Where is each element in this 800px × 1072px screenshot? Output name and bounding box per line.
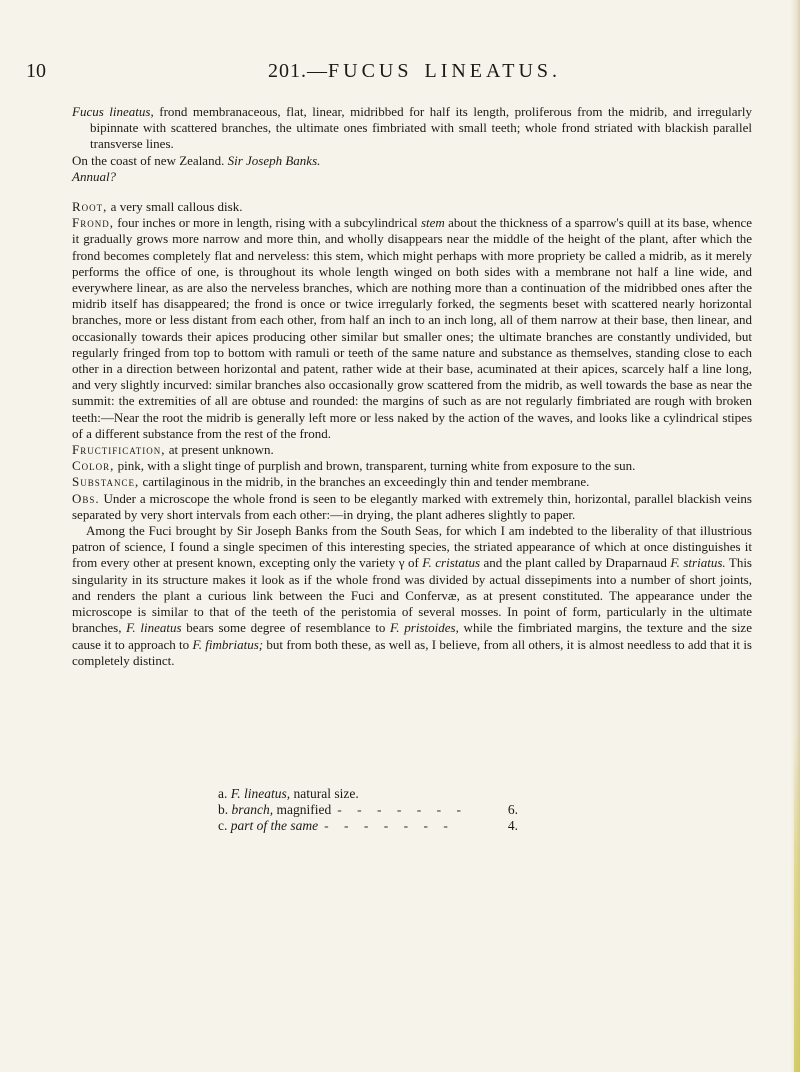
substance-label: Substance, [72, 474, 140, 490]
species-diagnosis [72, 104, 752, 153]
legend-label: branch, [231, 802, 274, 817]
legend-leader-dots: - - - - - - - [337, 802, 467, 817]
locality-text: On the coast of new Zealand. [72, 152, 228, 168]
legend-label: F. lineatus, [230, 786, 291, 801]
note-italic-5: F. fimbriatus; [192, 636, 264, 652]
figure-legend [218, 786, 518, 834]
root-label: Root, [72, 199, 108, 215]
locality [72, 153, 752, 169]
title-dash: — [307, 60, 328, 82]
legend-rest: natural size. [290, 786, 359, 801]
note-italic-1: F. cristatus [422, 555, 481, 571]
note-text-4: bears some degree of resemblance to [181, 620, 391, 636]
fructification-text: at present unknown. [165, 442, 274, 458]
legend-value: 6. [507, 802, 518, 817]
duration: Annual? [72, 168, 117, 184]
frond-label: Frond, [72, 215, 114, 231]
substance-text: cartilaginous in the midrib, in the branches an exceedingly thin and tender membrane. [139, 474, 590, 490]
legend-row [218, 818, 518, 834]
obs-label: Obs. [72, 490, 100, 506]
note-text-6: but from both these, as well as, I believe, from all others, it is almost needless to add that it is completely distinct. [72, 636, 752, 668]
obs-text: Under a microscope the whole frond is seen to be elegantly marked with extremely thin, horizontal, parallel blackish veins separated by very short intervals from each other:—in drying, the plant adheres slightly to paper. [72, 490, 752, 522]
page-number: 10 [26, 60, 46, 82]
legend-key: a. [218, 786, 228, 801]
frond-paragraph [72, 215, 752, 442]
title-species: LINEATUS. [424, 60, 562, 82]
fructification-label: Fructification, [72, 442, 166, 458]
legend-entry [218, 786, 359, 802]
observation-paragraph [72, 491, 752, 523]
frond-stem-term: stem [420, 215, 445, 231]
fructification-paragraph [72, 442, 752, 458]
color-paragraph [72, 458, 752, 474]
note-text-5: while the fimbriated margins, the texture and the size cause it to approach to [72, 620, 752, 652]
root-paragraph [72, 199, 752, 215]
note-text-2: and the plant called by Draparnaud [480, 555, 671, 571]
locality-collector: Sir Joseph Banks. [227, 152, 321, 168]
species-name: Fucus lineatus, [72, 104, 154, 119]
root-text: a very small callous disk. [107, 199, 243, 215]
commentary-paragraph [72, 523, 752, 669]
legend-value: 4. [507, 818, 518, 833]
legend-label: part of the same [230, 818, 319, 833]
legend-rest: magnified [273, 802, 332, 817]
note-text-1: Among the Fuci brought by Sir Joseph Banks from the South Seas, for which I am indebted to the liberality of that illustrious patron of science, I found a single specimen of this interesting species, the striated appearance of which at once distinguishes it from every other at present known, excepting only the variety γ of [72, 523, 752, 571]
color-text: pink, with a slight tinge of purplish and brown, transparent, turning white from exposure to the sun. [114, 458, 636, 474]
note-italic-4: F. pristoides, [390, 620, 459, 636]
note-italic-2: F. striatus. [670, 555, 726, 571]
plate-number: 201. [268, 60, 307, 82]
running-title [268, 60, 561, 83]
diagnosis-text: frond membranaceous, flat, linear, midribbed for half its length, proliferous from the midrib, and irregularly bipinnate with scattered branches, the ultimate ones fimbriated with small teeth; whole frond striated with blackish parallel transverse lines. [90, 104, 752, 152]
title-genus: FUCUS [328, 60, 413, 82]
page-header [26, 60, 786, 90]
description [72, 199, 752, 491]
note-text-3: This singularity in its structure makes it look as if the whole frond was divided by actual dissepiments into a number of short joints, and renders the plant a curious link between the Fuci and Confervæ, as at present constituted. The appearance under the microscope is similar to that of the teeth of the peristomia of several mosses. In point of form, particularly in the ultimate branches, [72, 555, 752, 636]
frond-text-1: four inches or more in length, rising with a subcylindrical [113, 215, 421, 231]
page-body [72, 104, 752, 669]
legend-entry [218, 802, 331, 818]
legend-key: b. [218, 802, 229, 817]
color-label: Color, [72, 458, 115, 474]
page-edge-stain [794, 732, 800, 1072]
legend-row [218, 786, 518, 802]
note-italic-3: F. lineatus [126, 620, 182, 636]
frond-text-2: about the thickness of a sparrow's quill at its base, whence it gradually grows more narrow and more thin, and wholly disappears near the middle of the height of the plant, after which the frond becomes completely flat and nerveless: this stem, which might perhaps with more propriety be called a midrib, as it merely performs the office of one, is throughout its whole length winged on both sides with a membrane not half a line wide, and everywhere linear, as are also the nerveless branches, which are nothing more than a continuation of the midribbed ones after the midrib itself has disappeared; the frond is once or twice irregularly forked, the segments beset with scattered nearly horizontal branches, more or less distant from each other, from half an inch to an inch long, all of them narrow at their base, then linear, and occasionally towards their apices producing other similar but smaller ones; the ultimate branches are constantly undivided, but regularly fringed from top to bottom with ramuli or teeth of the same nature and substance as themselves, standing close to each other in a direction between horizontal and patent, rather wide at their base, acuminated at their apices, scarcely half a line long, and very slightly incurved: similar branches also occasionally grow scattered from the midrib, as well towards the base as near the summit: the extremities of all are obtuse and rounded: the margins of such as are not regularly fimbriated are rough with broken teeth:—Near the root the midrib is generally left more or less naked by the action of the waves, and looks like a cylindrical stipes of a different substance from the rest of the frond. [72, 215, 752, 441]
substance-paragraph [72, 474, 752, 490]
legend-row [218, 802, 518, 818]
legend-entry [218, 818, 318, 834]
legend-leader-dots: - - - - - - - [324, 818, 454, 833]
legend-key: c. [218, 818, 228, 833]
